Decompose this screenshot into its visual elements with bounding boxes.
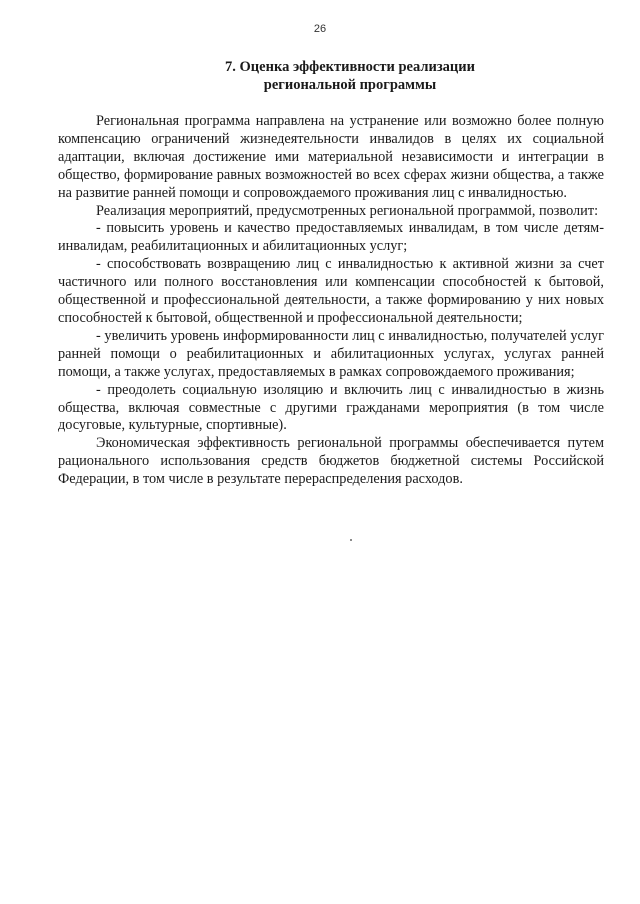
list-item-restoration: - способствовать возвращению лиц с инвалидностью к активной жизни за счет частичного или полного восстановления или компенсации способностей к бытовой, общественной и профессиональной деятельности, а также формированию у них новых способностей к бытовой, общественной и профессиональной деятельности; xyxy=(58,256,604,326)
section-heading-line-1: 7. Оценка эффективности реализации xyxy=(225,59,475,75)
paragraph-intro: Региональная программа направлена на устранение или возможно более полную компенсацию ограничений жизнедеятельности инвалидов в целях их социальной адаптации, включая достижение ими материальной независимости и интеграции в общество, формирование равных возможностей во всех сферах жизни общества, а также на развитие ранней помощи и сопровождаемого проживания лиц с инвалидностью. xyxy=(58,113,604,201)
section-heading-line-2: региональной программы xyxy=(263,77,437,93)
section-heading xyxy=(160,58,540,94)
scan-speck xyxy=(350,539,352,541)
list-item-quality: - повысить уровень и качество предоставляемых инвалидам, в том числе детям-инвалидам, реабилитационных и абилитационных услуг; xyxy=(58,220,604,255)
body-text xyxy=(58,113,604,489)
paragraph-economic-efficiency: Экономическая эффективность региональной программы обеспечивается путем рационального использования средств бюджетов бюджетной системы Российской Федерации, в том числе в результате перераспределения расходов. xyxy=(58,435,604,488)
page-number: 26 xyxy=(313,23,327,35)
list-item-inclusion: - преодолеть социальную изоляцию и включить лиц с инвалидностью в жизнь общества, включая совместные с другими гражданами мероприятия (в том числе досуговые, культурные, спортивные). xyxy=(58,381,604,434)
paragraph-implementation: Реализация мероприятий, предусмотренных региональной программой, позволит: xyxy=(96,202,599,219)
list-item-awareness: - увеличить уровень информированности лиц с инвалидностью, получателей услуг ранней помощи о реабилитационных и абилитационных услугах, услугах ранней помощи, а также услугах, предоставляемых в рамках сопровождаемого проживания; xyxy=(58,327,604,380)
